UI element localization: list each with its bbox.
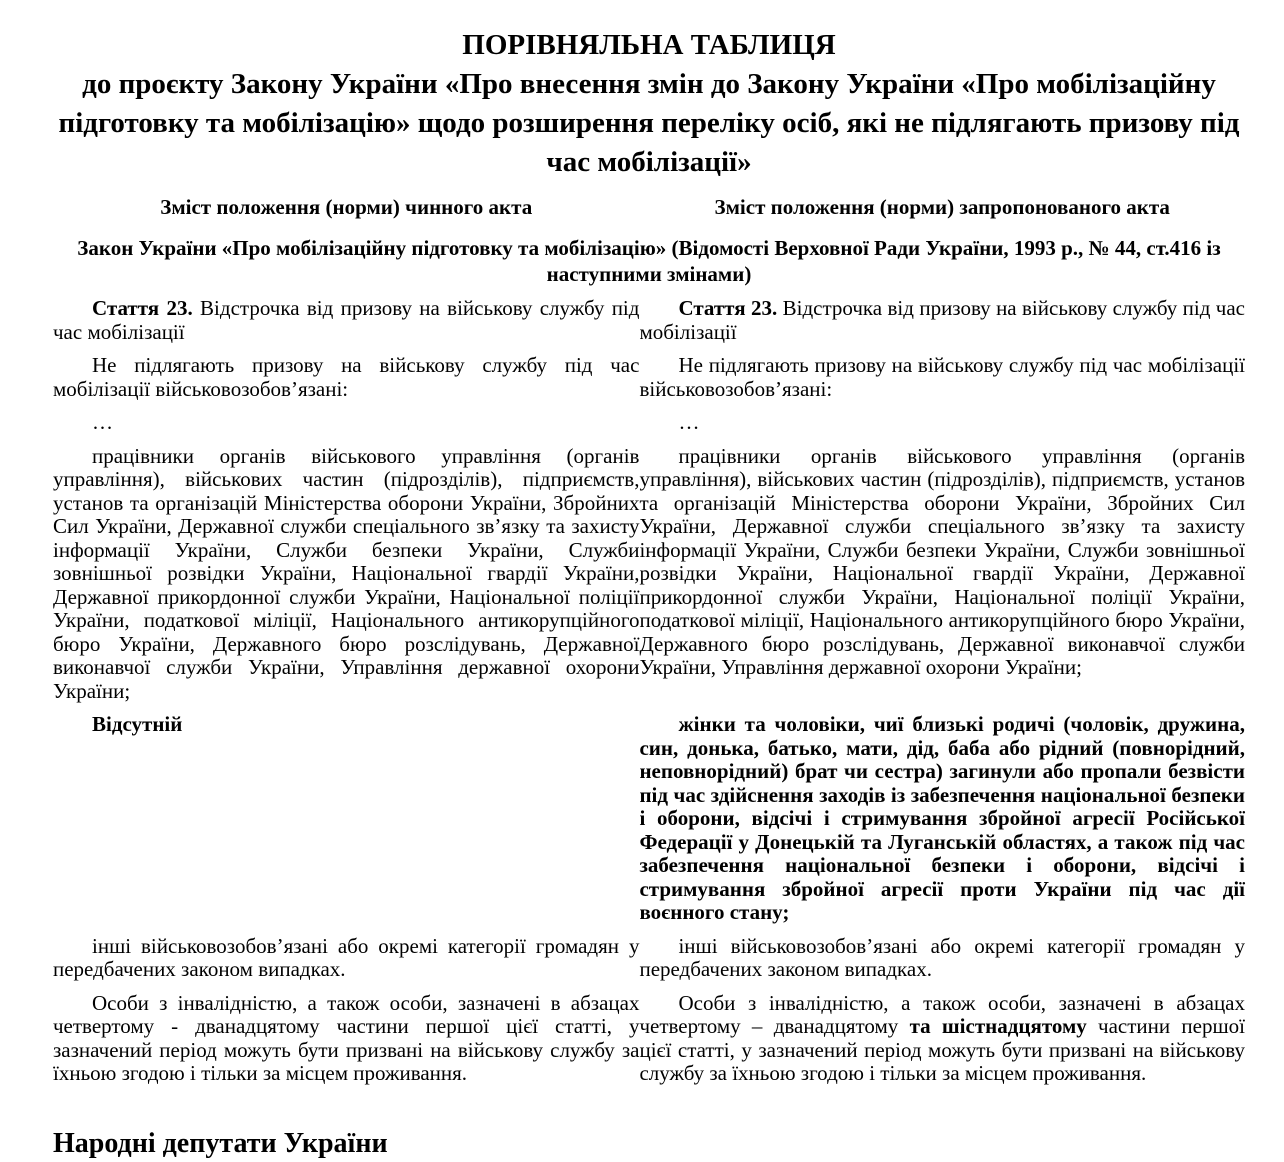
ellipsis-current-cell — [53, 401, 639, 435]
disability-proposed-cell — [639, 982, 1245, 1086]
row-workers — [53, 435, 1245, 704]
row-others — [53, 925, 1245, 982]
row-article-23 — [53, 287, 1245, 344]
workers-current-cell — [53, 435, 639, 704]
document-title: ПОРІВНЯЛЬНА ТАБЛИЦЯ — [462, 29, 836, 61]
not-subject-proposed-cell — [639, 344, 1245, 401]
disability-current-cell — [53, 982, 639, 1086]
absent-label: Відсутній — [92, 712, 183, 736]
row-disability — [53, 982, 1245, 1086]
article-number: Стаття 23. — [92, 296, 193, 320]
article-23-paragraph — [639, 297, 1245, 344]
column-header-proposed: Зміст положення (норми) запропонованого акта — [714, 195, 1170, 219]
disability-paragraph: Особи з інвалідністю, а також особи, зазначені в абзацах четвертому - дванадцятому частини першої цієї статті, у зазначений період можуть бути призвані на військову службу за їхньою згодою і тільки за місцем проживання. — [53, 990, 640, 1085]
ellipsis-proposed-cell — [639, 401, 1245, 435]
law-reference-row — [53, 219, 1245, 287]
not-subject-paragraph: Не підлягають призову на військову службу під час мобілізації військовозобов’язані: — [639, 353, 1245, 401]
article-title-text: Відстрочка від призову на військову службу під час мобілізації — [639, 296, 1245, 344]
row-ellipsis — [53, 401, 1245, 435]
comparison-table — [53, 196, 1245, 1086]
not-subject-current-cell — [53, 344, 639, 401]
row-absent-vs-added — [53, 703, 1245, 925]
workers-proposed-cell — [639, 435, 1245, 704]
workers-paragraph: працівники органів військового управління (органів управління), військових частин (підрозділів), підприємств, установ та організацій Міністерства оборони України, Збройних Сил України, Державної служби спеціального зв’язку та захисту інформації України, Служби безпеки України, Служби зовнішньої розвідки України, Національної гвардії України, Державної прикордонної служби України, Національної поліції України, податкової міліції, Національного антикорупційного бюро України, Державного бюро розслідувань, Державної виконавчої служби України, Управління державної охорони України; — [639, 443, 1245, 679]
workers-paragraph: працівники органів військового управління (органів управління), військових частин (підрозділів), підприємств, установ та організацій Міністерства оборони України, Збройних Сил України, Державної служби спеціального зв’язку та захисту інформації України, Служби безпеки України, Служби зовнішньої розвідки України, Національної гвардії України, Державної прикордонної служби України, Національної поліції України, податкової міліції, Національного антикорупційного бюро України, Державного бюро розслідувань, Державної виконавчої служби України, Управління державної охорони України; — [53, 443, 640, 703]
ellipsis-mark: … — [92, 410, 113, 434]
others-paragraph: інші військовозобов’язані або окремі категорії громадян у передбачених законом випадках. — [639, 933, 1245, 981]
article-number: Стаття 23. — [678, 296, 778, 320]
column-header-current: Зміст положення (норми) чинного акта — [160, 195, 533, 219]
others-proposed-cell — [639, 925, 1245, 982]
law-reference-cell — [53, 219, 1245, 287]
row-not-subject — [53, 344, 1245, 401]
article-title-text: Відстрочка від призову на військову службу під час мобілізації — [53, 296, 640, 344]
ellipsis-mark: … — [678, 410, 700, 434]
others-paragraph: інші військовозобов’язані або окремі категорії громадян у передбачених законом випадках. — [53, 933, 640, 981]
law-reference-text: Закон України «Про мобілізаційну підготовку та мобілізацію» (Відомості Верховної Ради України, 1993 р., № 44, ст.416 із наступними змінами) — [77, 236, 1221, 286]
disability-paragraph — [639, 992, 1245, 1086]
article-23-current-cell — [53, 287, 639, 344]
added-provision-proposed-cell — [639, 703, 1245, 925]
disability-amendment-bold: та шістнадцятому — [909, 1014, 1087, 1038]
absent-current-cell — [53, 703, 639, 925]
document-subtitle: до проєкту Закону України «Про внесення змін до Закону України «Про мобілізаційну підготовку та мобілізацію» щодо розширення переліку осіб, які не підлягають призову під час мобілізації» — [58, 68, 1240, 178]
added-provision-paragraph: жінки та чоловіки, чиї близькі родичі (чоловік, дружина, син, донька, батько, мати, дід, баба або рідний (повнорідний, неповнорідний) брат чи сестра) загинули або пропали безвісти під час здійснення заходів із забезпечення національної безпеки і оборони, відсічі і стримування збройної агресії Російської Федерації у Донецькій та Луганській областях, а також під час забезпечення національної безпеки і оборони, відсічі і стримування збройної агресії проти України під час дії воєнного стану; — [639, 712, 1245, 924]
signatories-line: Народні депутати України — [53, 1127, 388, 1159]
disability-text-before: Особи з інвалідністю, а також особи, зазначені в абзацах четвертому – дванадцятому — [639, 990, 1245, 1038]
not-subject-paragraph: Не підлягають призову на військову службу під час мобілізації військовозобов’язані: — [53, 353, 640, 401]
disability-text-after: частини першої цієї статті, у зазначений період можуть бути призвані на військову службу за їхньою згодою і тільки за місцем проживання. — [639, 1014, 1245, 1085]
document-heading — [53, 26, 1245, 182]
column-header-row — [53, 196, 1245, 219]
article-23-proposed-cell — [639, 287, 1245, 344]
article-23-paragraph — [53, 297, 639, 344]
others-current-cell — [53, 925, 639, 982]
